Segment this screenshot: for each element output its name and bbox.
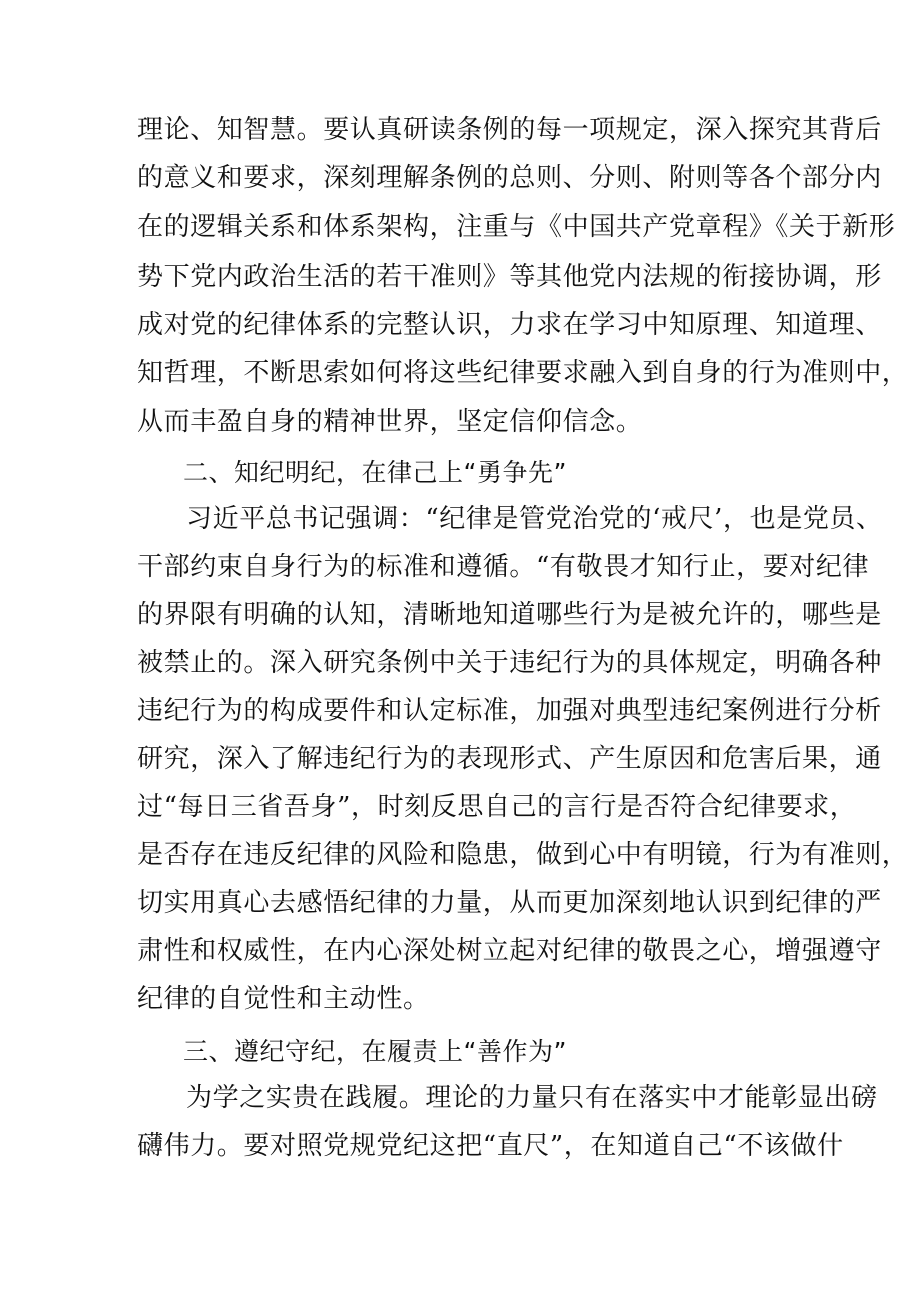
text-line: 过“每日三省吾身”，时刻反思自己的言行是否符合纪律要求， (137, 792, 857, 822)
text-line: 违纪行为的构成要件和认定标准，加强对典型违纪案例进行分析 (137, 696, 882, 726)
section-heading-3: 三、遵纪守纪，在履责上“善作为” (183, 1037, 567, 1066)
text-line: 研究，深入了解违纪行为的表现形式、产生原因和危害后果，通 (137, 744, 882, 774)
text-line: 为学之实贵在践履。理论的力量只有在落实中才能彰显出磅 (186, 1083, 878, 1113)
section-heading-2: 二、知纪明纪，在律己上“勇争先” (183, 458, 567, 487)
text-line: 理论、知智慧。要认真研读条例的每一项规定，深入探究其背后 (137, 115, 882, 145)
text-line: 被禁止的。深入研究条例中关于违纪行为的具体规定，明确各种 (137, 648, 882, 678)
text-line: 切实用真心去感悟纪律的力量，从而更加深刻地认识到纪律的严 (137, 888, 882, 918)
text-line: 从而丰盈自身的精神世界，坚定信仰信念。 (137, 407, 643, 437)
text-line: 习近平总书记强调：“纪律是管党治党的‘戒尺’，也是党员、 (186, 504, 883, 534)
text-line: 知哲理，不断思索如何将这些纪律要求融入到自身的行为准则中， (137, 358, 909, 388)
text-line: 势下党内政治生活的若干准则》等其他党内法规的衔接协调，形 (137, 262, 882, 292)
text-line: 干部约束自身行为的标准和遵循。“有敬畏才知行止，要对纪律 (137, 552, 870, 582)
text-line: 的意义和要求，深刻理解条例的总则、分则、附则等各个部分内 (137, 163, 882, 193)
text-line: 是否存在违反纪律的风险和隐患，做到心中有明镜，行为有准则， (137, 840, 909, 870)
text-line: 成对党的纪律体系的完整认识，力求在学习中知原理、知道理、 (137, 310, 882, 340)
text-line: 的界限有明确的认知，清晰地知道哪些行为是被允许的，哪些是 (137, 600, 882, 630)
text-line: 肃性和权威性，在内心深处树立起对纪律的敬畏之心，增强遵守 (137, 936, 882, 966)
text-line: 礴伟力。要对照党规党纪这把“直尺”，在知道自己“不该做什 (137, 1131, 844, 1161)
text-line: 纪律的自觉性和主动性。 (137, 984, 430, 1014)
text-line: 在的逻辑关系和体系架构，注重与《中国共产党章程》《关于新形 (137, 212, 896, 242)
